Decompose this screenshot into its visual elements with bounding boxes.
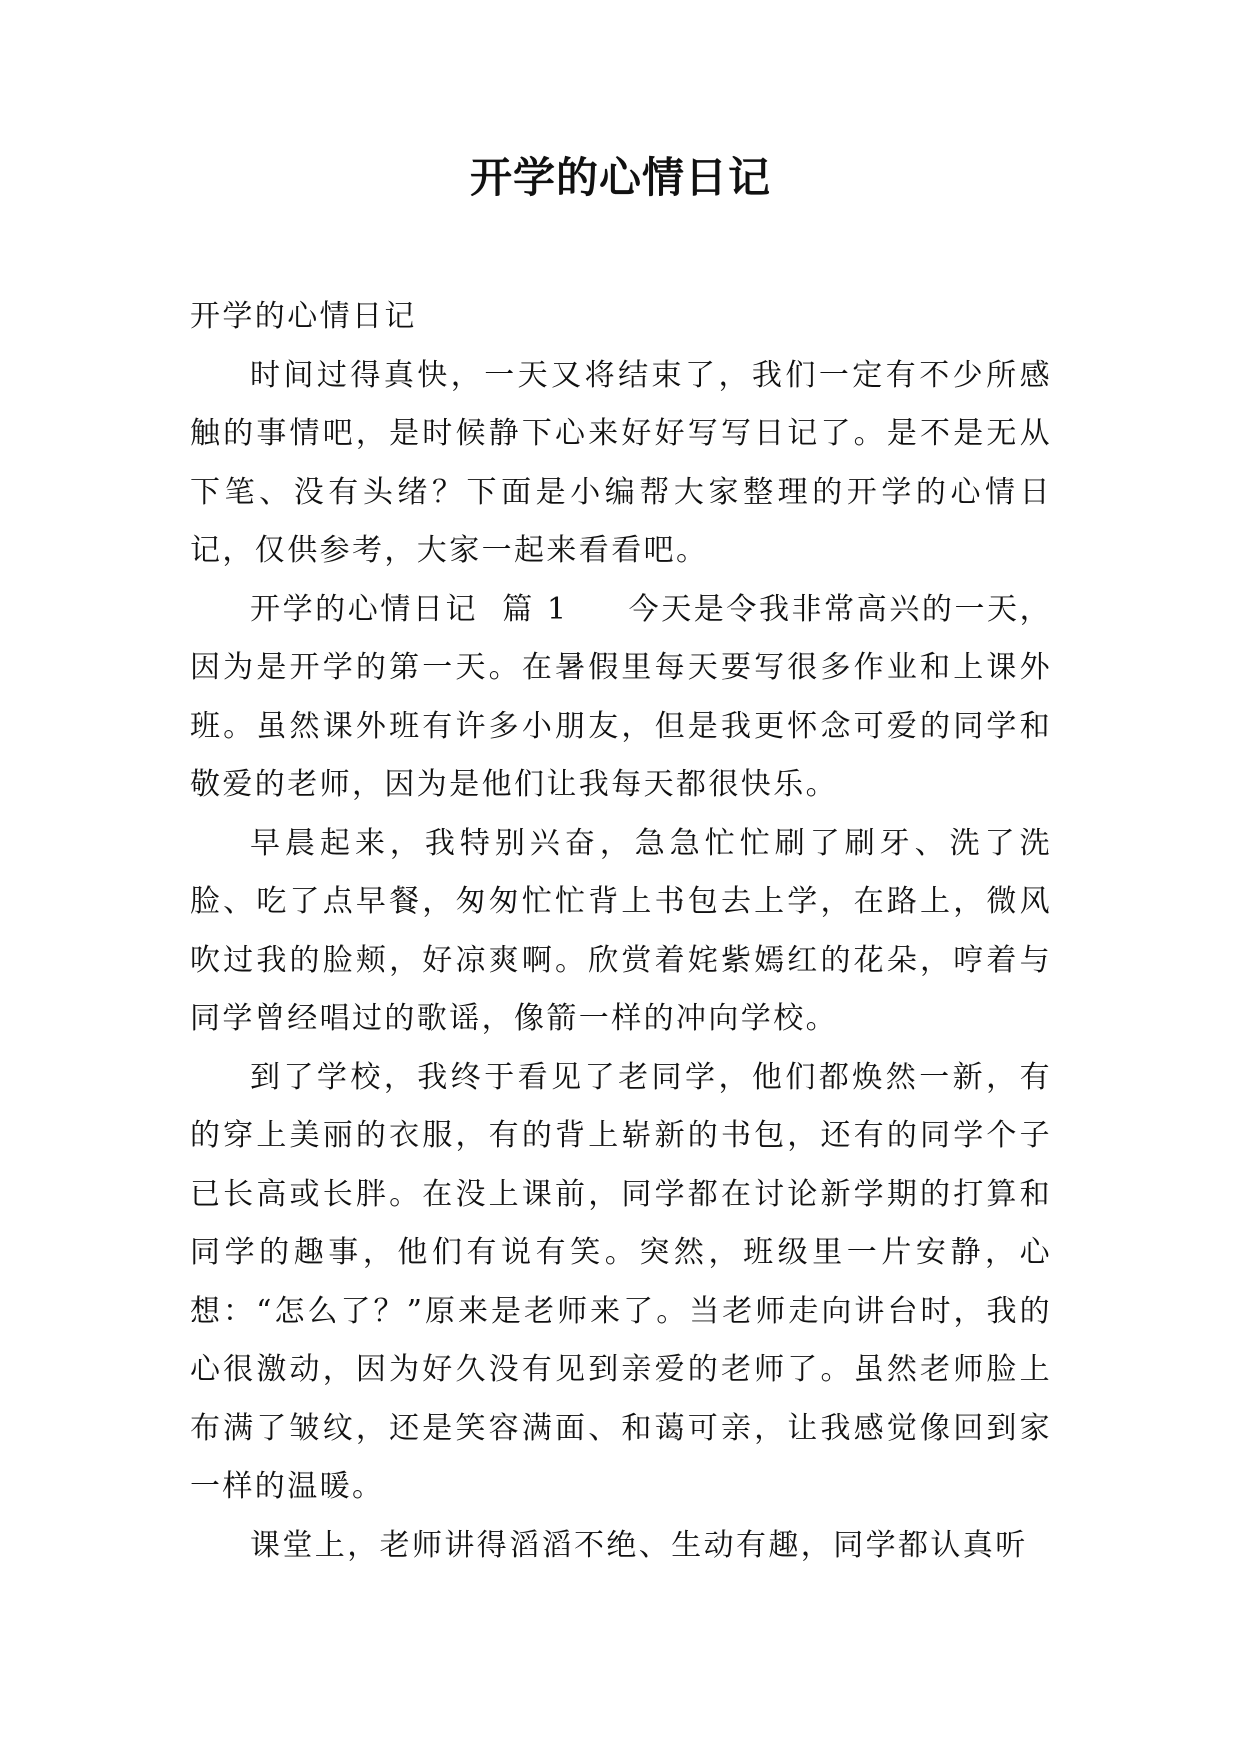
document-body (190, 288, 1052, 1575)
document-subtitle: 开学的心情日记 (190, 299, 417, 334)
entry-paragraph-2: 早晨起来，我特别兴奋，急急忙忙刷了刷牙、洗了洗脸、吃了点早餐，匆匆忙忙背上书包去上学，在路上，微风吹过我的脸颊，好凉爽啊。欣赏着姹紫嫣红的花朵，哼着与同学曾经唱过的歌谣，像箭一样的冲向学校。 (190, 825, 1052, 1036)
document-title: 开学的心情日记 (469, 153, 771, 202)
entry-paragraph-3: 到了学校，我终于看见了老同学，他们都焕然一新，有的穿上美丽的衣服，有的背上崭新的书包，还有的同学个子已长高或长胖。在没上课前，同学都在讨论新学期的打算和同学的趣事，他们有说有笑。突然，班级里一片安静，心想：“怎么了？”原来是老师来了。当老师走向讲台时，我的心很激动，因为好久没有见到亲爱的老师了。虽然老师脸上布满了皱纹，还是笑容满面、和蔼可亲，让我感觉像回到家一样的温暖。 (190, 1059, 1052, 1504)
entry-paragraph-4: 课堂上，老师讲得滔滔不绝、生动有趣，同学都认真听 (250, 1527, 1028, 1563)
intro-paragraph: 时间过得真快，一天又将结束了，我们一定有不少所感触的事情吧，是时候静下心来好好写写日记了。是不是无从下笔、没有头绪？下面是小编帮大家整理的开学的心情日记，仅供参考，大家一起来看看吧。 (190, 357, 1052, 568)
entry-paragraph-1 (190, 581, 1052, 815)
entry-heading: 开学的心情日记 篇 1 (250, 591, 569, 627)
entry-paragraph-1-text: 今天是令我非常高兴的一天，因为是开学的第一天。在暑假里每天要写很多作业和上课外班。虽然课外班有许多小朋友，但是我更怀念可爱的同学和敬爱的老师，因为是他们让我每天都很快乐。 (190, 591, 1052, 802)
